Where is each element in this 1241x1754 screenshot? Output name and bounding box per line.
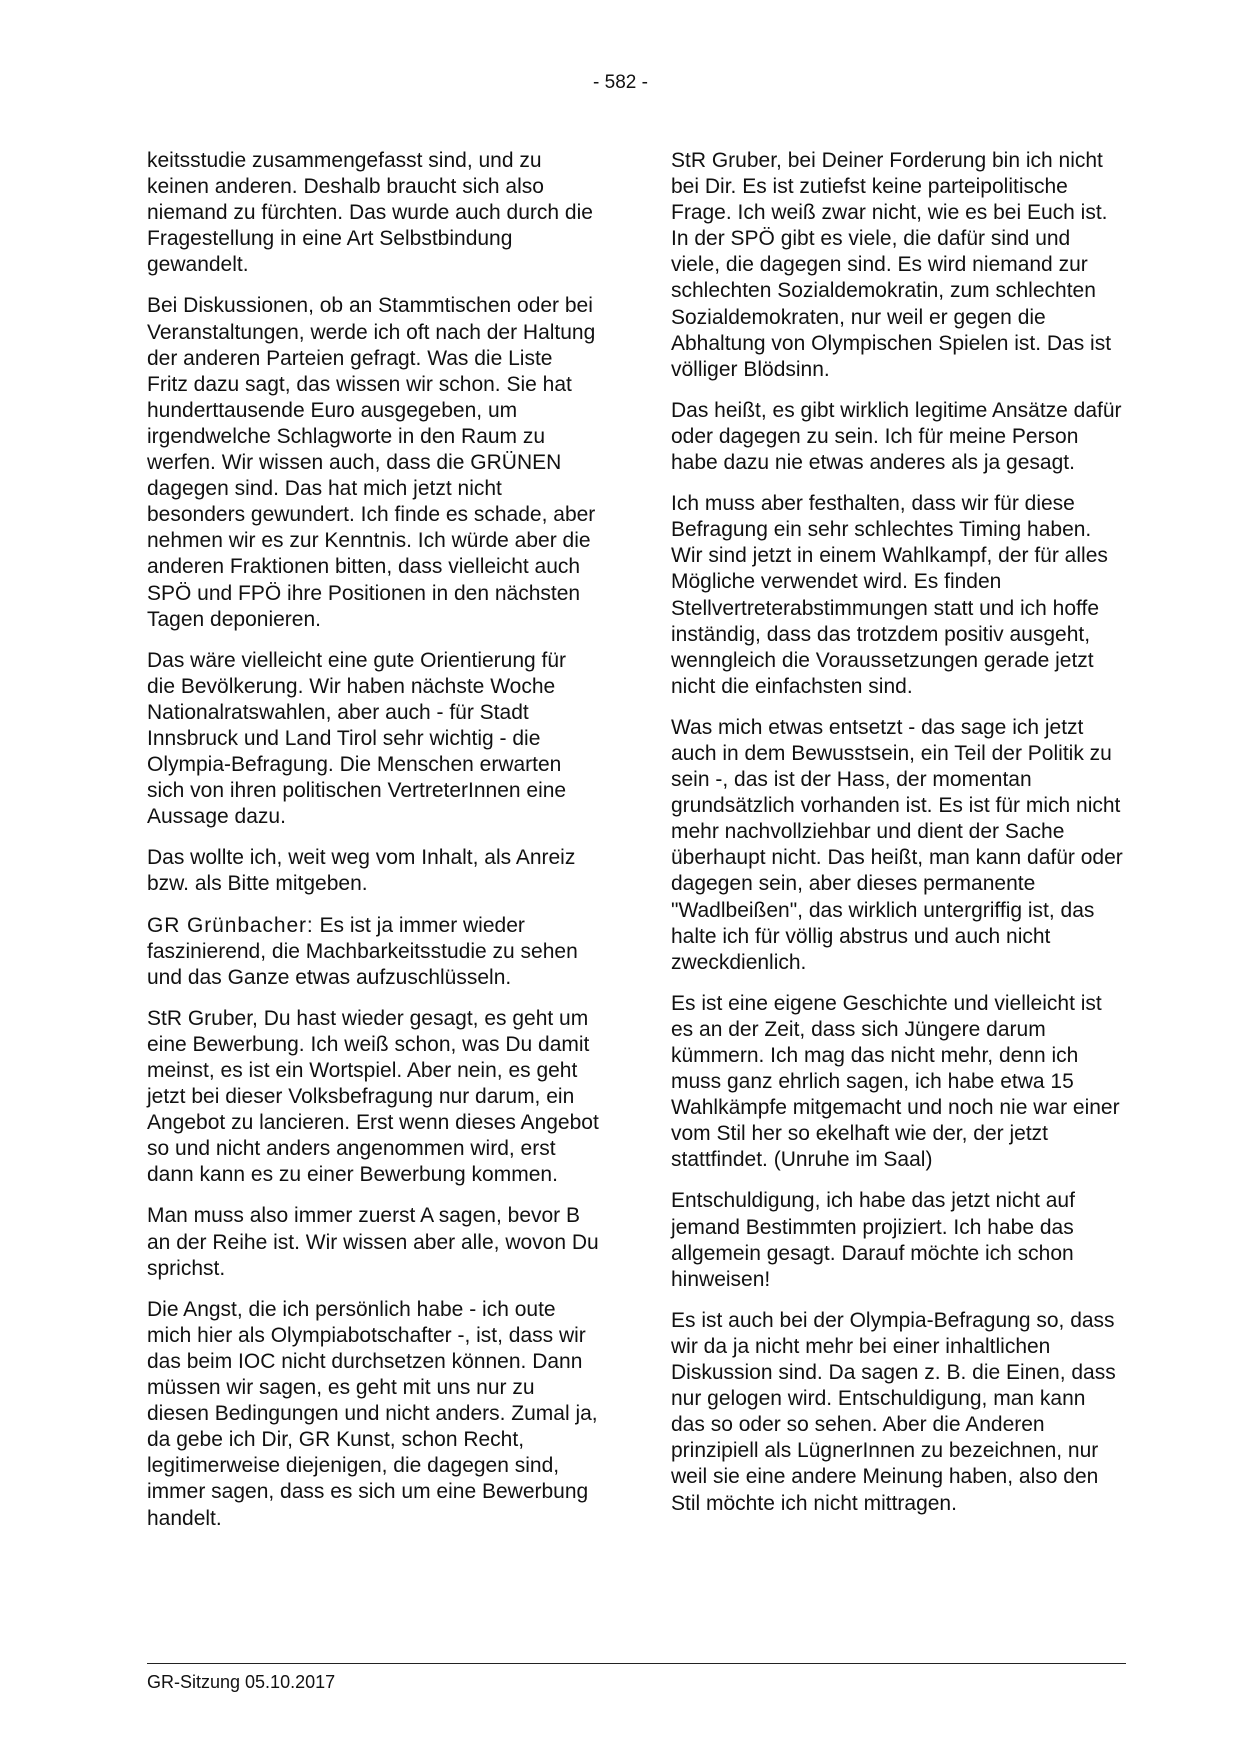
paragraph-text: Es ist ja immer wieder faszinierend, die Machbarkeitsstudie zu sehen und das Ganze etwas aufzuschlüsseln.: [147, 913, 578, 989]
paragraph: Entschuldigung, ich habe das jetzt nicht auf jemand Bestimmten projiziert. Ich habe das allgemein gesagt. Darauf möchte ich schon hinweisen!: [671, 1189, 1075, 1291]
speaker-name: GR Grünbacher:: [147, 913, 314, 937]
right-column: [671, 148, 1123, 1532]
paragraph: StR Gruber, bei Deiner Forderung bin ich nicht bei Dir. Es ist zutiefst keine parteipolitische Frage. Ich weiß zwar nicht, wie es bei Euch ist. In der SPÖ gibt es viele, die dafür sind und viele, die dagegen sind. Es wird niemand zur schlechten Sozialdemokratin, zum schlechten Sozialdemokraten, nur weil er gegen die Abhaltung von Olympischen Spielen ist. Das ist völliger Blödsinn.: [671, 149, 1112, 381]
paragraph: Das wollte ich, weit weg vom Inhalt, als Anreiz bzw. als Bitte mitgeben.: [147, 846, 576, 896]
paragraph: Die Angst, die ich persönlich habe - ich oute mich hier als Olympiabotschafter -, ist, dass wir das beim IOC nicht durchsetzen können. Dann müssen wir sagen, es geht mit uns nur zu diesen Bedingungen und nicht anders. Zumal ja, da gebe ich Dir, GR Kunst, schon Recht, legitimerweise diejenigen, die dagegen sind, immer sagen, dass es sich um eine Bewerbung handelt.: [147, 1297, 598, 1530]
paragraph: Man muss also immer zuerst A sagen, bevor B an der Reihe ist. Wir wissen aber alle, wovon Du sprichst.: [147, 1204, 599, 1280]
page-number: - 582 -: [593, 72, 648, 93]
footer-session-date: GR-Sitzung 05.10.2017: [147, 1672, 336, 1692]
paragraph: Das heißt, es gibt wirklich legitime Ansätze dafür oder dagegen zu sein. Ich für meine Person habe dazu nie etwas anderes als ja gesagt.: [671, 398, 1122, 475]
paragraph: StR Gruber, Du hast wieder gesagt, es geht um eine Bewerbung. Ich weiß schon, was Du damit meinst, es ist ein Wortspiel. Aber nein, es geht jetzt bei dieser Volksbefragung nur darum, ein Angebot zu lancieren. Erst wenn dieses Angebot so und nicht anders angenommen wird, erst dann kann es zu einer Bewerbung kommen.: [147, 1006, 599, 1187]
paragraph: Es ist eine eigene Geschichte und vielleicht ist es an der Zeit, dass sich Jüngere darum kümmern. Ich mag das nicht mehr, denn ich muss ganz ehrlich sagen, ich habe etwa 15 Wahlkämpfe mitgemacht und noch nie war einer vom Stil her so ekelhaft wie der, der jetzt stattfindet. (Unruhe im Saal): [671, 991, 1120, 1172]
left-column: [147, 148, 599, 1547]
paragraph: Was mich etwas entsetzt - das sage ich jetzt auch in dem Bewusstsein, ein Teil der Politik zu sein -, das ist der Hass, der momentan grundsätzlich vorhanden ist. Es ist für mich nicht mehr nachvollziehbar und dient der Sache überhaupt nicht. Das heißt, man kann dafür oder dagegen sein, aber dieses permanente "Wadlbeißen", das wirklich untergriffig ist, das halte ich für völlig abstrus und auch nicht zweckdienlich.: [671, 715, 1123, 974]
paragraph: Es ist auch bei der Olympia-Befragung so, dass wir da ja nicht mehr bei einer inhaltlichen Diskussion sind. Da sagen z. B. die Einen, dass nur gelogen wird. Entschuldigung, man kann das so oder so sehen. Aber die Anderen prinzipiell als LügnerInnen zu bezeichnen, nur weil sie eine andere Meinung haben, also den Stil möchte ich nicht mittragen.: [671, 1308, 1116, 1515]
paragraph: Ich muss aber festhalten, dass wir für diese Befragung ein sehr schlechtes Timing haben. Wir sind jetzt in einem Wahlkampf, der für alles Mögliche verwendet wird. Es finden Stellvertreterabstimmungen statt und ich hoffe inständig, dass das trotzdem positiv ausgeht, wenngleich die Voraussetzungen gerade jetzt nicht die einfachsten sind.: [671, 492, 1108, 698]
paragraph: keitsstudie zusammengefasst sind, und zu keinen anderen. Deshalb braucht sich also niemand zu fürchten. Das wurde auch durch die Fragestellung in eine Art Selbstbindung gewandelt.: [147, 149, 593, 277]
paragraph: [147, 913, 599, 991]
paragraph: Das wäre vielleicht eine gute Orientierung für die Bevölkerung. Wir haben nächste Woche Nationalratswahlen, aber auch - für Stadt Innsbruck und Land Tirol sehr wichtig - die Olympia-Befragung. Die Menschen erwarten sich von ihren politischen VertreterInnen eine Aussage dazu.: [147, 648, 567, 829]
paragraph: Bei Diskussionen, ob an Stammtischen oder bei Veranstaltungen, werde ich oft nach der Haltung der anderen Parteien gefragt. Was die Liste Fritz dazu sagt, das wissen wir schon. Sie hat hunderttausende Euro ausgegeben, um irgendwelche Schlagworte in den Raum zu werfen. Wir wissen auch, dass die GRÜNEN dagegen sind. Das hat mich jetzt nicht besonders gewundert. Ich finde es schade, aber nehmen wir es zur Kenntnis. Ich würde aber die anderen Fraktionen bitten, dass vielleicht auch SPÖ und FPÖ ihre Positionen in den nächsten Tagen deponieren.: [147, 294, 596, 631]
footer-divider: [147, 1663, 1126, 1664]
